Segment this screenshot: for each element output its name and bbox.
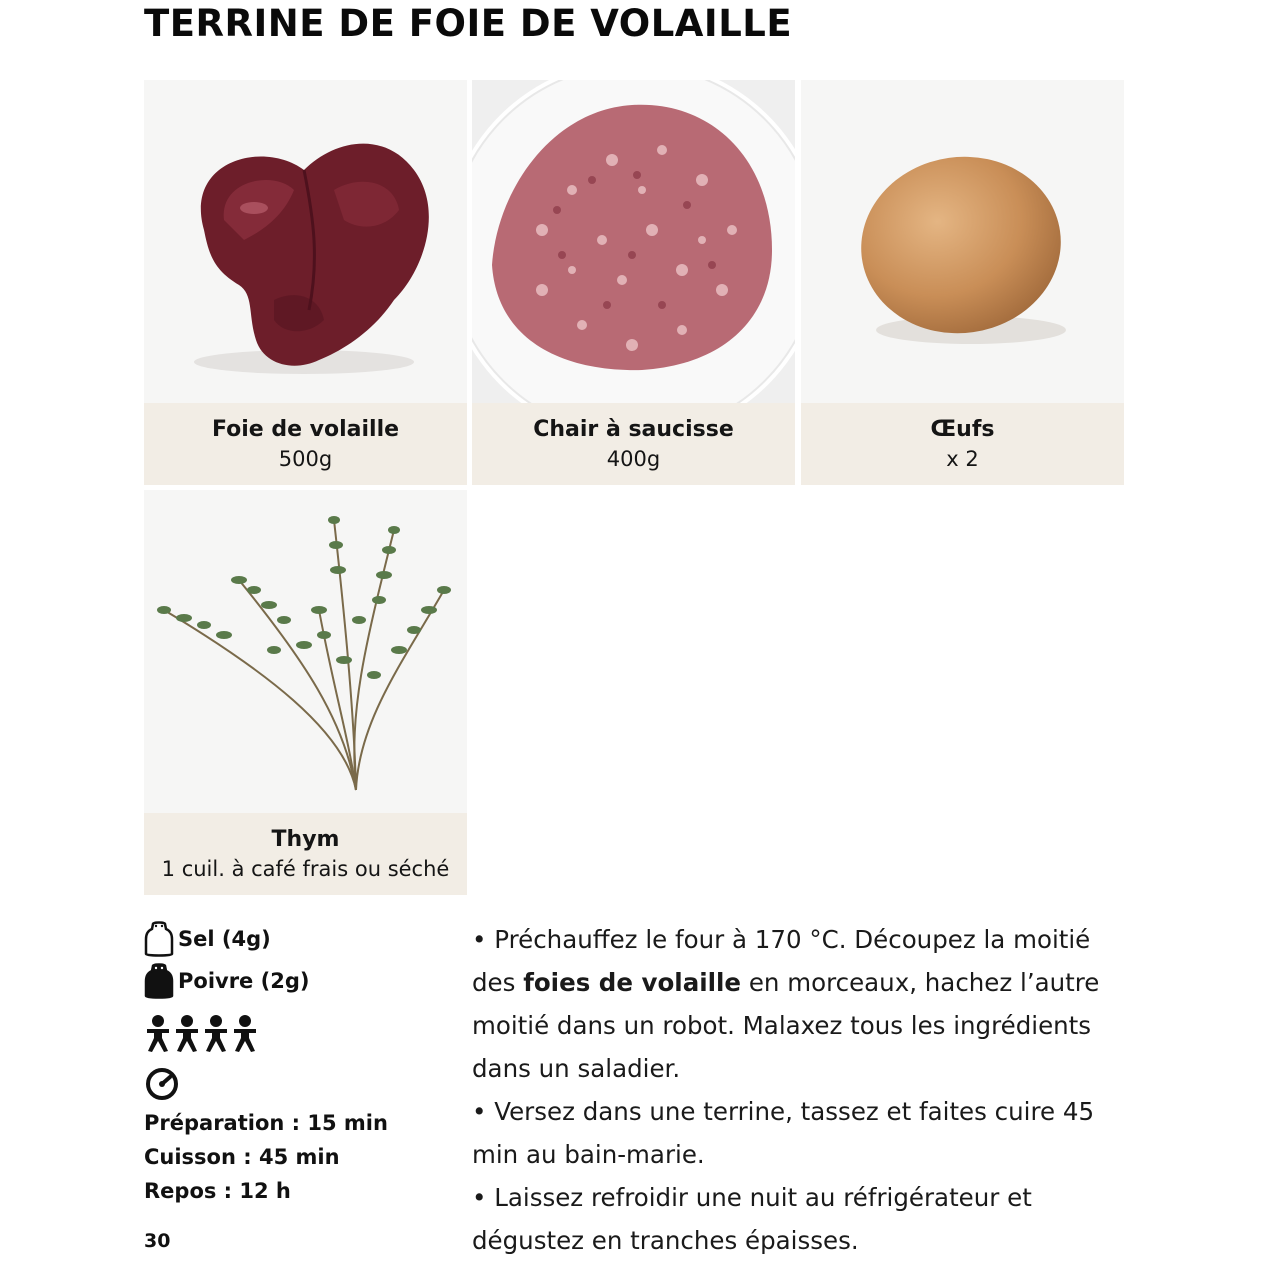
ingredient-card-sausage-meat: [472, 80, 795, 485]
ingredient-quantity: 400g: [606, 447, 661, 471]
thyme-photo: [144, 490, 467, 813]
ingredient-caption: [144, 813, 467, 895]
salt-label: Sel (4g): [178, 927, 271, 951]
times-list: [144, 1106, 388, 1208]
pepper-label: Poivre (2g): [178, 969, 310, 993]
step-3: • Laissez refroidir une nuit au réfrigérateur et dégustez en tranches épaisses.: [472, 1183, 1032, 1255]
step-2: • Versez dans une terrine, tassez et faites cuire 45 min au bain-marie.: [472, 1097, 1095, 1169]
ingredient-card-liver: [144, 80, 467, 485]
chicken-liver-photo: [144, 80, 467, 403]
highlighted-ingredient: foies de volaille: [523, 968, 742, 997]
pepper-row: [144, 960, 444, 1002]
ingredient-quantity: x 2: [946, 447, 979, 471]
ingredient-card-eggs: [801, 80, 1124, 485]
pepper-shaker-icon: [144, 963, 174, 999]
seasoning-list: [144, 918, 444, 1002]
ingredient-name: Thym: [271, 827, 340, 852]
salt-shaker-icon: [144, 921, 174, 957]
sausage-meat-photo: [472, 80, 795, 403]
egg-photo: [801, 80, 1124, 403]
servings-persons-icon: [144, 1014, 264, 1054]
rest-time: Repos : 12 h: [144, 1179, 291, 1203]
ingredient-quantity: 500g: [278, 447, 333, 471]
ingredient-caption: [472, 403, 795, 485]
recipe-steps: [472, 918, 1132, 1262]
ingredient-caption: [144, 403, 467, 485]
ingredient-caption: [801, 403, 1124, 485]
timer-icon: [144, 1066, 180, 1102]
ingredient-card-thyme: [144, 490, 467, 895]
ingredient-name: Foie de volaille: [211, 417, 400, 442]
ingredient-name: Chair à saucisse: [533, 417, 734, 442]
recipe-title: TERRINE DE FOIE DE VOLAILLE: [144, 2, 793, 45]
step-1: • Préchauffez le four à 170 °C. Découpez la moitié des foies de volaille en morceaux, hachez l’autre moitié dans un robot. Malaxez tous les ingrédients dans un saladier.: [472, 925, 1100, 1083]
salt-row: [144, 918, 444, 960]
page-number: 30: [144, 1230, 171, 1252]
ingredient-quantity: 1 cuil. à café frais ou séché: [161, 857, 450, 881]
preparation-time: Préparation : 15 min: [144, 1111, 388, 1135]
cooking-time: Cuisson : 45 min: [144, 1145, 340, 1169]
ingredient-name: Œufs: [930, 417, 995, 442]
